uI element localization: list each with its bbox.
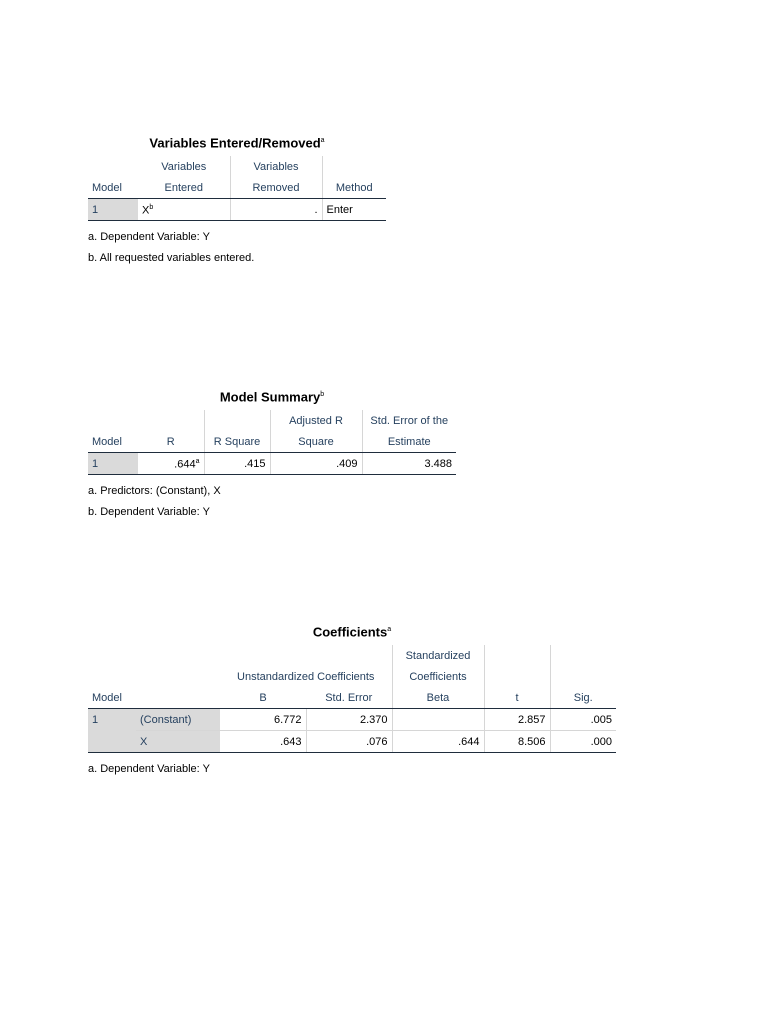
model-summary-table (88, 382, 456, 523)
footnotes (88, 481, 456, 523)
cell-std-error: 2.370 (306, 709, 392, 731)
header-b: B (220, 687, 306, 709)
header-removed-sub: Removed (230, 177, 322, 199)
row-label: (Constant) (136, 709, 220, 731)
cell-sig: .000 (550, 731, 616, 753)
footnotes (88, 227, 386, 269)
cell-b: .643 (220, 731, 306, 753)
table-row (88, 731, 616, 753)
header-beta: Beta (392, 687, 484, 709)
header-model: Model (88, 431, 138, 453)
header-sig: Sig. (550, 687, 616, 709)
footnote: b. All requested variables entered. (88, 252, 255, 265)
header-r: R (138, 431, 204, 453)
header-adjusted-r: Adjusted R (270, 410, 362, 431)
cell-beta: .644 (392, 731, 484, 753)
header-removed: Variables (230, 156, 322, 177)
header-std-error: Std. Error of the (362, 410, 456, 431)
header-adjusted-r-sub: Square (270, 431, 362, 453)
footnote: a. Dependent Variable: Y (88, 231, 210, 244)
variables-entered-removed-table (88, 128, 386, 269)
cell-t: 8.506 (484, 731, 550, 753)
row-model (88, 731, 136, 753)
header-model: Model (88, 687, 136, 709)
table-title: Model Summary$^b$ (219, 389, 325, 405)
cell-entered: $X^b$ (138, 199, 230, 221)
cell-r-square: .415 (204, 453, 270, 475)
table-title: Variables Entered/Removed$^a$ (149, 135, 325, 151)
coefficients-table (88, 617, 616, 780)
header-r-square: R Square (204, 431, 270, 453)
table-row (88, 199, 386, 221)
cell-beta (392, 709, 484, 731)
cell-b: 6.772 (220, 709, 306, 731)
header-model: Model (88, 177, 138, 199)
table-row (88, 709, 616, 731)
header-std-error-sub: Estimate (362, 431, 456, 453)
cell-t: 2.857 (484, 709, 550, 731)
row-model: 1 (88, 453, 138, 475)
cell-method: Enter (322, 199, 386, 221)
header-unstandardized: Unstandardized Coefficients (237, 670, 375, 683)
header-method: Method (322, 177, 386, 199)
cell-removed: . (230, 199, 322, 221)
footnotes (88, 759, 616, 780)
footnote: b. Dependent Variable: Y (88, 506, 210, 519)
row-model: 1 (88, 709, 136, 731)
header-t: t (484, 687, 550, 709)
header-standardized: Standardized (392, 645, 484, 666)
cell-std-error: .076 (306, 731, 392, 753)
header-coefficients: Coefficients (392, 666, 484, 687)
cell-adjusted-r-square: .409 (270, 453, 362, 475)
cell-std-error: 3.488 (362, 453, 456, 475)
footnote: a. Dependent Variable: Y (88, 763, 210, 776)
header-entered: Variables (161, 160, 207, 173)
cell-r: .644$^a$ (138, 453, 204, 475)
cell-sig: .005 (550, 709, 616, 731)
table-row (88, 453, 456, 475)
header-std-error: Std. Error (306, 687, 392, 709)
table-title: Coefficients$^a$ (312, 624, 392, 640)
footnote: a. Predictors: (Constant), X (88, 485, 221, 498)
row-model: 1 (88, 199, 138, 221)
header-entered-sub: Entered (138, 177, 230, 199)
row-label: X (136, 731, 220, 753)
